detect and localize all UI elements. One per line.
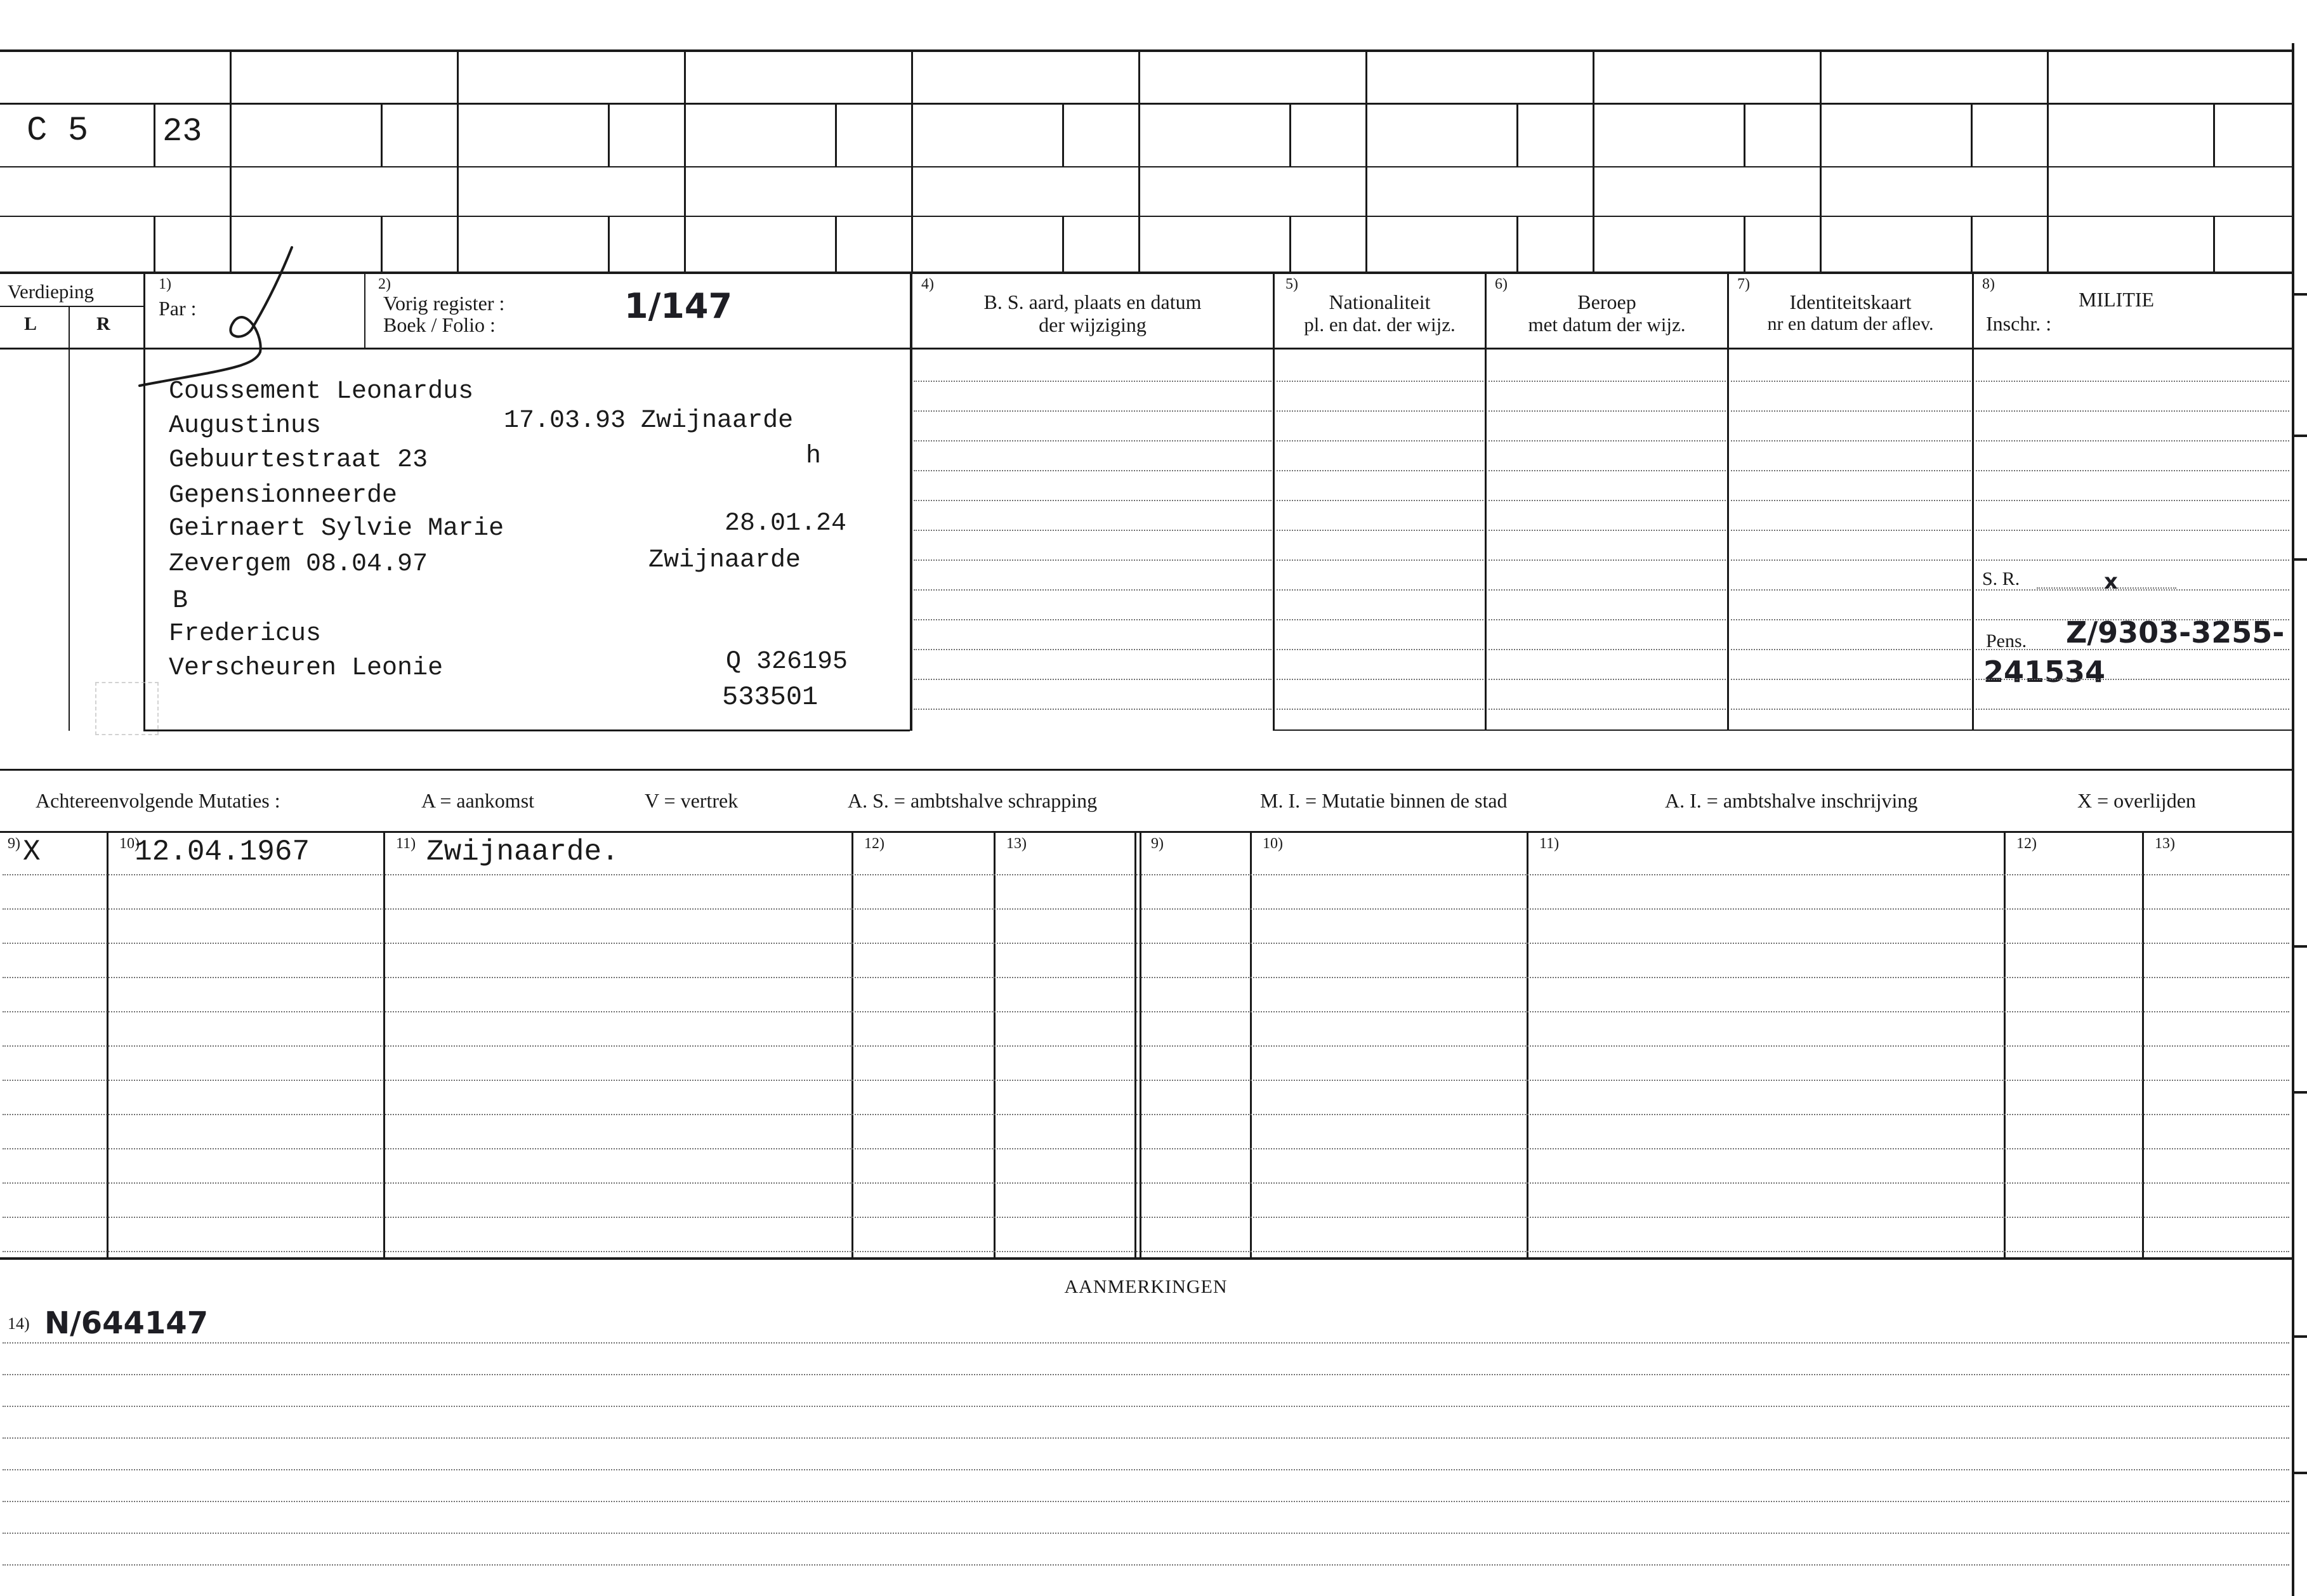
spouse-name: Geirnaert Sylvie Marie [169,514,504,543]
col-rule-bs [910,273,912,731]
dotted-rule [1277,589,1483,591]
nat-label-1: Nationaliteit [1329,291,1431,313]
dotted-rule [3,1217,2289,1218]
id-reference-2: 533501 [722,682,818,712]
grid-col [1593,51,1594,273]
dotted-rule [3,1469,2289,1470]
dotted-rule [1731,649,1971,650]
mut-col [851,831,853,1257]
id-label-1: Identiteitskaart [1789,291,1912,313]
remarks-number: 14) [8,1314,30,1333]
dotted-rule [1731,559,1971,561]
dotted-rule [1976,530,2289,531]
dotted-rule [1489,440,1726,442]
dotted-rule [1976,500,2289,501]
person-address-mark: h [806,442,822,471]
grid-rule [0,166,2292,167]
father-name: Fredericus [169,620,322,648]
dotted-rule [3,1406,2289,1407]
dotted-rule [1277,619,1483,620]
mutations-top-rule [0,831,2292,833]
col-rule-beroep [1485,273,1487,731]
grid-subcol [835,103,837,166]
grid-col [230,51,232,273]
dotted-rule [1277,440,1483,442]
grid-col [1365,51,1367,273]
mut-col-num: 12) [2016,835,2037,852]
grid-col [684,51,686,273]
beroep-label-1: Beroep [1577,291,1636,313]
vorig-number: 2) [378,276,391,292]
card-top-rule [0,49,2294,52]
dotted-rule [3,1114,2289,1115]
grid-subcol [1744,216,1745,273]
edge-tick [2293,1335,2307,1338]
dotted-rule [3,1148,2289,1149]
dotted-rule [3,943,2289,944]
mother-name: Verscheuren Leonie [169,654,444,683]
dotted-rule [1976,619,2289,620]
boek-folio-label: Boek / Folio : [383,313,496,336]
dotted-rule [914,619,1272,620]
marriage-place: Zwijnaarde [648,546,801,575]
dotted-rule [914,530,1272,531]
grid-subcol [1744,103,1745,166]
dotted-rule [1731,410,1971,412]
dotted-rule [1731,619,1971,620]
bs-label-1: B. S. aard, plaats en datum [983,291,1202,313]
mut-col [383,831,385,1257]
legend-item-mutatie: M. I. = Mutatie binnen de stad [1260,789,1508,812]
dotted-rule [1489,530,1726,531]
dotted-rule [1277,410,1483,412]
dotted-rule [1277,709,1483,710]
dotted-rule [914,410,1272,412]
dotted-rule [3,1011,2289,1012]
edge-tick [2293,558,2307,561]
edge-tick [2293,1091,2307,1094]
mutation-place: Zwijnaarde. [426,835,619,868]
top-grid-c-code: C 5 [27,112,89,150]
dotted-rule [1489,559,1726,561]
grid-subcol [1062,216,1064,273]
militie-sr-value: x [2104,569,2118,594]
dotted-rule [1489,679,1726,680]
grid-subcol [2213,103,2215,166]
mut-col-num: 11) [1539,835,1560,852]
mut-col [1134,831,1136,1257]
person-nationality-code: B [173,587,188,615]
mut-col-num: 13) [2155,835,2175,852]
edge-tick [2293,435,2307,437]
militie-sr-label: S. R. [1982,568,2020,589]
person-occupation: Gepensionneerde [169,481,398,510]
mut-col [1140,831,1141,1257]
person-name: Coussement Leonardus [169,377,474,406]
dotted-rule [1731,470,1971,471]
grid-col [911,51,913,273]
mut-col [1250,831,1252,1257]
remarks-value: N/644147 [44,1305,209,1341]
mut-col-num: 11) [396,835,416,852]
dotted-rule [1731,440,1971,442]
militie-pens-label: Pens. [1986,631,2027,651]
dotted-rule [1976,381,2289,382]
dotted-rule [1976,470,2289,471]
dotted-rule [3,1501,2289,1502]
verdieping-right: R [96,313,110,334]
grid-col [1138,51,1140,273]
dotted-rule [914,381,1272,382]
grid-subcol [1516,103,1518,166]
dotted-rule [1489,649,1726,650]
grid-subcol [608,103,610,166]
mutation-type: X [23,835,41,868]
mut-col-num: 9) [8,835,20,852]
verdieping-rule [0,306,143,307]
grid-subcol [154,103,155,166]
grid-subcol [1971,216,1973,273]
dotted-rule [1731,381,1971,382]
legend-title: Achtereenvolgende Mutaties : [36,789,280,812]
dotted-rule [3,1564,2289,1566]
dotted-rule [1277,559,1483,561]
militie-pens-value: Z/9303-3255- [2066,615,2285,650]
dotted-rule [1277,500,1483,501]
dotted-rule [3,1342,2289,1344]
grid-col [1820,51,1822,273]
dotted-rule [1976,649,2289,650]
mut-col [994,831,996,1257]
grid-subcol [1289,216,1291,273]
dotted-rule [3,874,2289,875]
vorig-label: Vorig register : [383,292,505,315]
dotted-rule [1976,589,2289,591]
dotted-rule [1976,559,2289,561]
militie-pens-value-2: 241534 [1983,655,2106,689]
grid-subcol [1062,103,1064,166]
grid-subcol [835,216,837,273]
dotted-rule [1489,709,1726,710]
dotted-rule [1976,709,2289,710]
dotted-rule [1277,530,1483,531]
person-given-name: Augustinus [169,412,322,440]
spouse-birth: Zevergem 08.04.97 [169,550,428,579]
legend-item-aankomst: A = aankomst [421,789,535,812]
legend-item-inschrijving: A. I. = ambtshalve inschrijving [1665,789,1918,812]
beroep-label-2: met datum der wijz. [1528,313,1686,336]
grid-rule [0,271,2292,274]
grid-rule [0,103,2292,105]
marriage-date: 28.01.24 [725,509,847,538]
remarks-title: AANMERKINGEN [1064,1276,1228,1297]
dotted-rule [3,1182,2289,1184]
mut-col-num: 13) [1006,835,1027,852]
body-bottom-rule [0,769,2292,771]
dotted-rule [3,1437,2289,1439]
person-box-bottom [143,729,910,731]
grid-subcol [2213,216,2215,273]
nat-label-2: pl. en dat. der wijz. [1304,313,1456,336]
grid-subcol [1289,103,1291,166]
dotted-rule [914,470,1272,471]
dotted-rule [3,977,2289,978]
col-rule-vorig [364,273,365,349]
grid-subcol [608,216,610,273]
dotted-rule [3,1251,2289,1252]
legend-item-overlijden: X = overlijden [2077,789,2196,812]
nat-number: 5) [1285,276,1298,292]
mut-col-num: 10) [119,835,140,852]
dotted-rule [1489,381,1726,382]
dotted-rule [1976,440,2289,442]
col-rule-nat [1273,273,1275,731]
dotted-rule [914,440,1272,442]
par-label: Par : [159,297,197,320]
columns-bottom-rule [1273,729,2292,731]
legend-item-schrapping: A. S. = ambtshalve schrapping [848,789,1098,812]
id-reference: Q 326195 [726,648,848,676]
col-rule-militie [1972,273,1974,731]
grid-subcol [1971,103,1973,166]
dotted-rule [914,500,1272,501]
dotted-rule [1489,470,1726,471]
dotted-rule [1731,679,1971,680]
edge-tick [2293,945,2307,948]
verdieping-left: L [24,313,37,334]
dotted-rule [914,709,1272,710]
militie-title: MILITIE [2079,288,2155,311]
dotted-rule [1277,649,1483,650]
id-number: 7) [1737,276,1750,292]
edge-tick [2293,1472,2307,1474]
mutation-date: 12.04.1967 [135,835,310,868]
militie-inschr-label: Inschr. : [1986,312,2052,335]
person-address: Gebuurtestraat 23 [169,446,428,474]
bs-number: 4) [921,276,934,292]
mut-col-num: 10) [1263,835,1283,852]
mut-col [107,831,108,1257]
dotted-rule [914,589,1272,591]
top-grid-number: 23 [162,113,202,150]
dotted-rule [3,1533,2289,1534]
grid-rule [0,216,2292,217]
mut-col [2004,831,2006,1257]
mut-col [1527,831,1528,1257]
dotted-rule [1731,709,1971,710]
dotted-rule [1976,410,2289,412]
faded-stamp [95,682,159,735]
dotted-rule [1731,589,1971,591]
dotted-rule [914,649,1272,650]
grid-col [2047,51,2049,273]
mut-col-num: 9) [1151,835,1164,852]
card-right-rule [2292,43,2294,1596]
militie-number: 8) [1982,276,1995,292]
dotted-rule [1277,470,1483,471]
dotted-rule [3,1045,2289,1047]
dotted-rule [914,679,1272,680]
mut-col-num: 12) [864,835,884,852]
mutations-bottom-rule [0,1257,2292,1260]
bs-label-2: der wijziging [1039,313,1147,336]
verdieping-label: Verdieping [8,280,95,303]
grid-col [457,51,459,273]
dotted-rule [3,908,2289,910]
dotted-rule [3,1374,2289,1375]
legend-item-vertrek: V = vertrek [645,789,739,812]
person-birth: 17.03.93 Zwijnaarde [504,407,794,435]
par-number: 1) [159,276,171,292]
dotted-rule [1731,500,1971,501]
col-rule-lr [69,306,70,731]
edge-tick [2293,293,2307,296]
vorig-register-value: 1/147 [624,286,733,326]
dotted-rule [1731,530,1971,531]
col-rule-id [1727,273,1729,731]
dotted-rule [1489,500,1726,501]
dotted-rule [914,559,1272,561]
id-label-2: nr en datum der aflev. [1767,313,1934,334]
dotted-rule [1489,589,1726,591]
grid-subcol [381,216,383,273]
dotted-rule [1277,381,1483,382]
dotted-rule [3,1080,2289,1081]
grid-subcol [381,103,383,166]
dotted-rule [1489,619,1726,620]
dotted-rule [1277,679,1483,680]
dotted-rule [1489,410,1726,412]
mut-col [2142,831,2144,1257]
grid-subcol [1516,216,1518,273]
beroep-number: 6) [1495,276,1508,292]
dotted-rule [1976,679,2289,680]
